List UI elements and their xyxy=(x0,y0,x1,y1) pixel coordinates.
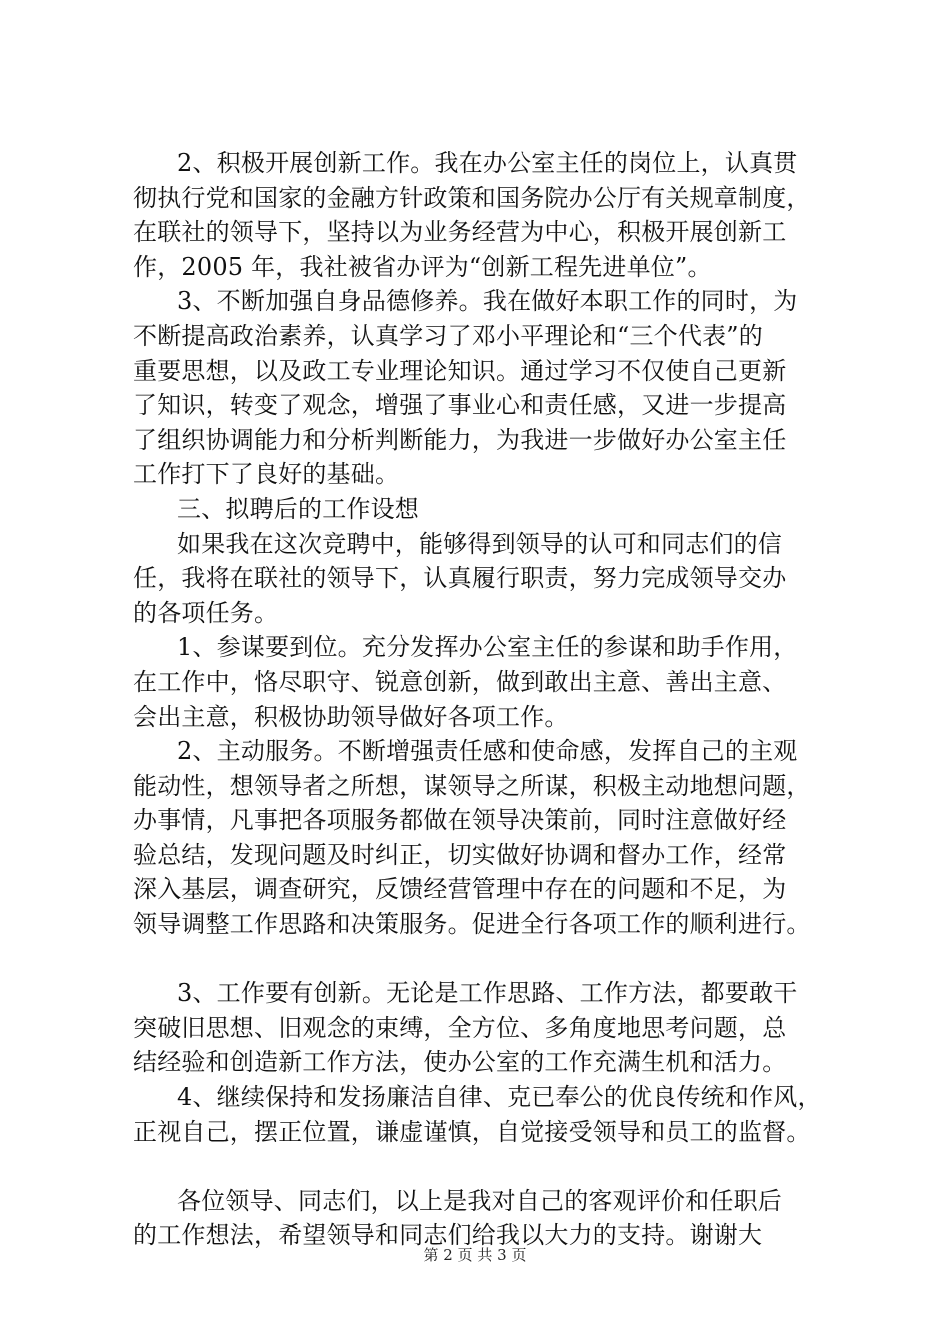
paragraph-line: 1、参谋要到位。充分发挥办公室主任的参谋和助手作用， xyxy=(177,633,798,662)
paragraph-line: 3、工作要有创新。无论是工作思路、工作方法，都要敢干 xyxy=(177,979,798,1008)
paragraph-line: 2、积极开展创新工作。我在办公室主任的岗位上，认真贯 xyxy=(177,149,798,177)
paragraph-line: 了知识，转变了观念，增强了事业心和责任感，又进一步提高 xyxy=(133,391,787,420)
paragraph-gap xyxy=(133,1149,853,1184)
paragraph-line: 在联社的领导下，坚持以为业务经营为中心，积极开展创新工 xyxy=(133,218,787,247)
paragraph-line: 了组织协调能力和分析判断能力，为我进一步做好办公室主任 xyxy=(133,425,787,454)
paragraph-line: 重要思想，以及政工专业理论知识。通过学习不仅使自己更新 xyxy=(133,356,787,385)
paragraph-line: 的各项任务。 xyxy=(133,598,279,627)
paragraph-line: 突破旧思想、旧观念的束缚，全方位、多角度地思考问题，总 xyxy=(133,1013,787,1042)
paragraph-gap xyxy=(133,942,853,977)
paragraph-line: 任，我将在联社的领导下，认真履行职责，努力完成领导交办 xyxy=(133,564,787,593)
paragraph-line: 办事情，凡事把各项服务都做在领导决策前，同时注意做好经 xyxy=(133,806,787,835)
paragraph-line: 作，2005 年，我社被省办评为“创新工程先进单位”。 xyxy=(133,252,712,281)
page-footer: 第 2 页 共 3 页 xyxy=(423,1246,527,1264)
paragraph-line: 如果我在这次竞聘中，能够得到领导的认可和同志们的信 xyxy=(177,529,782,558)
paragraph-line: 验总结，发现问题及时纠正，切实做好协调和督办工作，经常 xyxy=(133,840,787,869)
paragraph-line: 正视自己，摆正位置，谦虚谨慎，自觉接受领导和员工的监督。 xyxy=(133,1117,811,1146)
paragraph-line: 不断提高政治素养，认真学习了邓小平理论和“三个代表”的 xyxy=(133,321,763,350)
paragraph-line: 2、主动服务。不断增强责任感和使命感，发挥自己的主观 xyxy=(177,737,798,766)
paragraph-line: 领导调整工作思路和决策服务。促进全行各项工作的顺利进行。 xyxy=(133,910,811,939)
paragraph-line: 的工作想法，希望领导和同志们给我以大力的支持。谢谢大 xyxy=(133,1221,763,1250)
paragraph-line: 能动性，想领导者之所想，谋领导之所谋，积极主动地想问题， xyxy=(133,771,811,800)
paragraph-line: 彻执行党和国家的金融方针政策和国务院办公厅有关规章制度， xyxy=(133,183,811,212)
paragraph-line: 结经验和创造新工作方法，使办公室的工作充满生机和活力。 xyxy=(133,1048,787,1077)
section-heading: 三、拟聘后的工作设想 xyxy=(177,494,419,523)
paragraph-line: 各位领导、同志们，以上是我对自己的客观评价和任职后 xyxy=(177,1186,782,1215)
paragraph-line: 在工作中，恪尽职守、锐意创新，做到敢出主意、善出主意、 xyxy=(133,667,787,696)
paragraph-line: 工作打下了良好的基础。 xyxy=(133,460,400,489)
document-body xyxy=(133,146,853,1253)
paragraph-line: 3、不断加强自身品德修养。我在做好本职工作的同时，为 xyxy=(177,287,798,316)
paragraph-line: 深入基层，调查研究，反馈经营管理中存在的问题和不足，为 xyxy=(133,875,787,904)
paragraph-line: 会出主意，积极协助领导做好各项工作。 xyxy=(133,702,569,731)
paragraph-line: 4、继续保持和发扬廉洁自律、克已奉公的优良传统和作风， xyxy=(177,1083,822,1112)
